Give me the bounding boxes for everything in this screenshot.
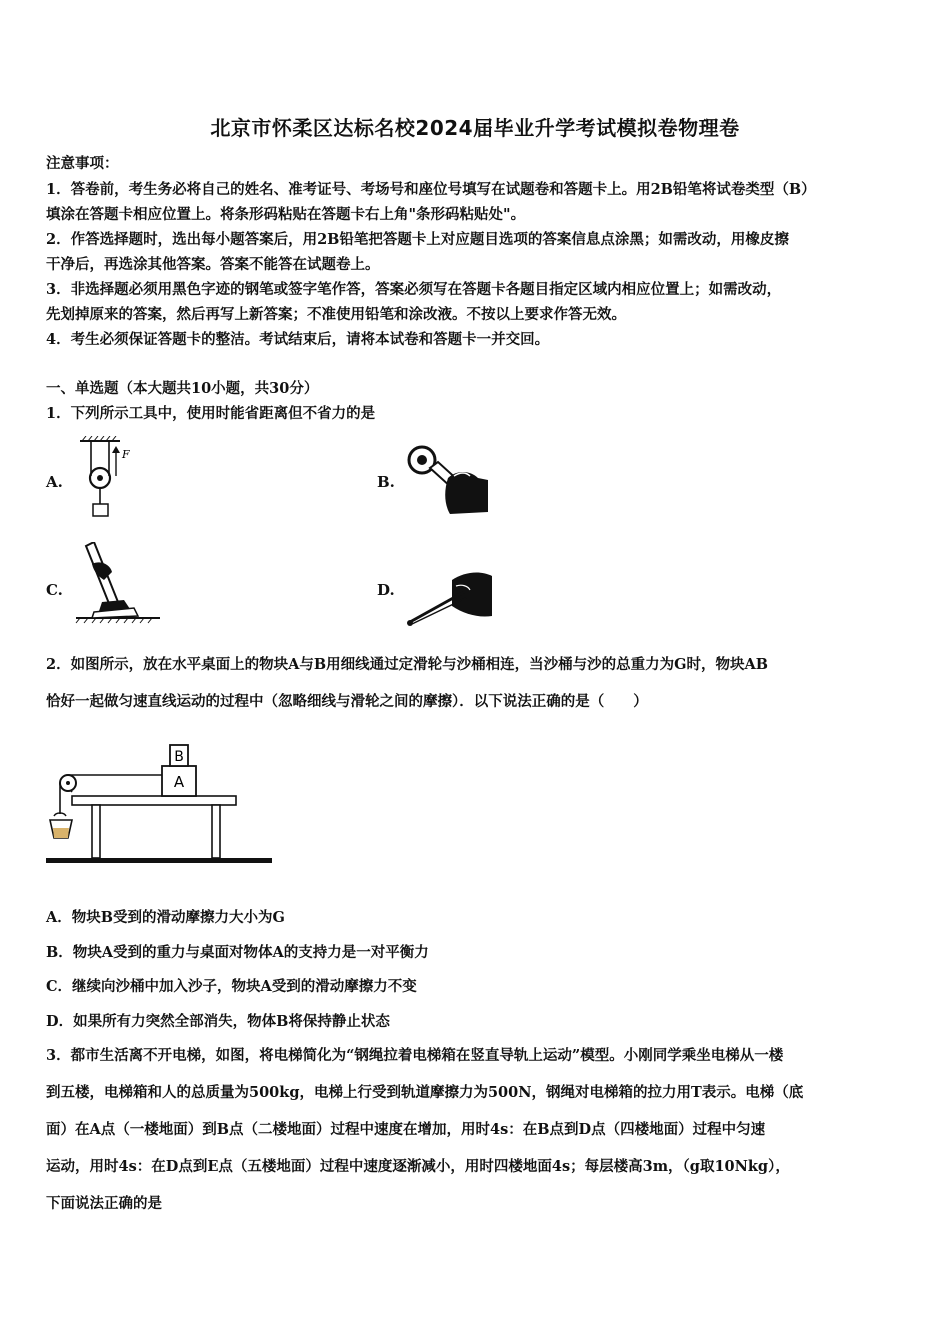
block-b-label: B (174, 749, 184, 765)
q1-option-label-d: D. (377, 581, 395, 599)
q2-option: D．如果所有力突然全部消失，物体B将保持静止状态 (46, 1013, 390, 1030)
block-a-label: A (173, 773, 185, 791)
notice-line: 先划掉原来的答案，然后再写上新答案；不准使用铅笔和涂改液。不按以上要求作答无效。 (46, 306, 626, 323)
q3-text: 3．都市生活离不开电梯，如图，将电梯简化为“钢绳拉着电梯箱在竖直导轨上运动”模型。小刚同学乘坐电梯从一楼 (46, 1047, 784, 1064)
pulley-figure (76, 436, 136, 521)
force-label: F (122, 448, 130, 461)
q3-text: 下面说法正确的是 (46, 1195, 162, 1212)
notice-line: 1．答卷前，考生务必将自己的姓名、准考证号、考场号和座位号填写在试题卷和答题卡上。用2B铅笔将试卷类型（B） (46, 181, 816, 198)
q1-option-label-a: A. (46, 473, 63, 491)
q2-option: C．继续向沙桶中加入沙子，物块A受到的滑动摩擦力不变 (46, 978, 417, 995)
q1-option-label-c: C. (46, 581, 63, 599)
table-pulley-figure (44, 740, 274, 870)
notice-line: 4．考生必须保证答题卡的整洁。考试结束后，请将本试卷和答题卡一并交回。 (46, 331, 550, 348)
q3-text: 到五楼，电梯箱和人的总质量为500kg，电梯上行受到轨道摩擦力为500N，钢绳对电梯箱的拉力用T表示。电梯（底 (46, 1084, 804, 1101)
q3-text: 运动，用时4s：在D点到E点（五楼地面）过程中速度逐渐减小，用时四楼地面4s；每层楼高3m，（g取10Nkg）， (46, 1158, 790, 1175)
shovel-figure (74, 542, 164, 624)
q2-option: A．物块B受到的滑动摩擦力大小为G (46, 909, 285, 926)
notice-line: 2．作答选择题时，选出每小题答案后，用2B铅笔把答题卡上对应题目选项的答案信息点涂黑；如需改动，用橡皮擦 (46, 231, 789, 248)
q3-text: 面）在A点（一楼地面）到B点（二楼地面）过程中速度在增加，用时4s：在B点到D点（四楼地面）过程中匀速 (46, 1121, 766, 1138)
q2-option: B．物块A受到的重力与桌面对物体A的支持力是一对平衡力 (46, 944, 429, 961)
tweezers-figure (404, 570, 496, 628)
notice-heading: 注意事项： (46, 155, 119, 172)
q1-option-label-b: B. (377, 473, 395, 491)
section-heading: 一、单选题（本大题共10小题，共30分） (46, 380, 319, 397)
q1-stem: 1．下列所示工具中，使用时能省距离但不省力的是 (46, 405, 376, 422)
notice-line: 3．非选择题必须用黑色字迹的钢笔或签字笔作答，答案必须写在答题卡各题目指定区域内相应位置上；如需改动， (46, 281, 782, 298)
wrench-figure (404, 440, 494, 520)
page-title: 北京市怀柔区达标名校2024届毕业升学考试模拟卷物理卷 (210, 116, 740, 140)
notice-line: 干净后，再选涂其他答案。答案不能答在试题卷上。 (46, 256, 380, 273)
notice-line: 填涂在答题卡相应位置上。将条形码粘贴在答题卡右上角"条形码粘贴处"。 (46, 206, 526, 223)
q2-stem: 2．如图所示，放在水平桌面上的物块A与B用细线通过定滑轮与沙桶相连，当沙桶与沙的总重力为G时，物块AB (46, 656, 768, 673)
q2-stem: 恰好一起做匀速直线运动的过程中（忽略细线与滑轮之间的摩擦）．以下说法正确的是（ ） (46, 693, 648, 710)
